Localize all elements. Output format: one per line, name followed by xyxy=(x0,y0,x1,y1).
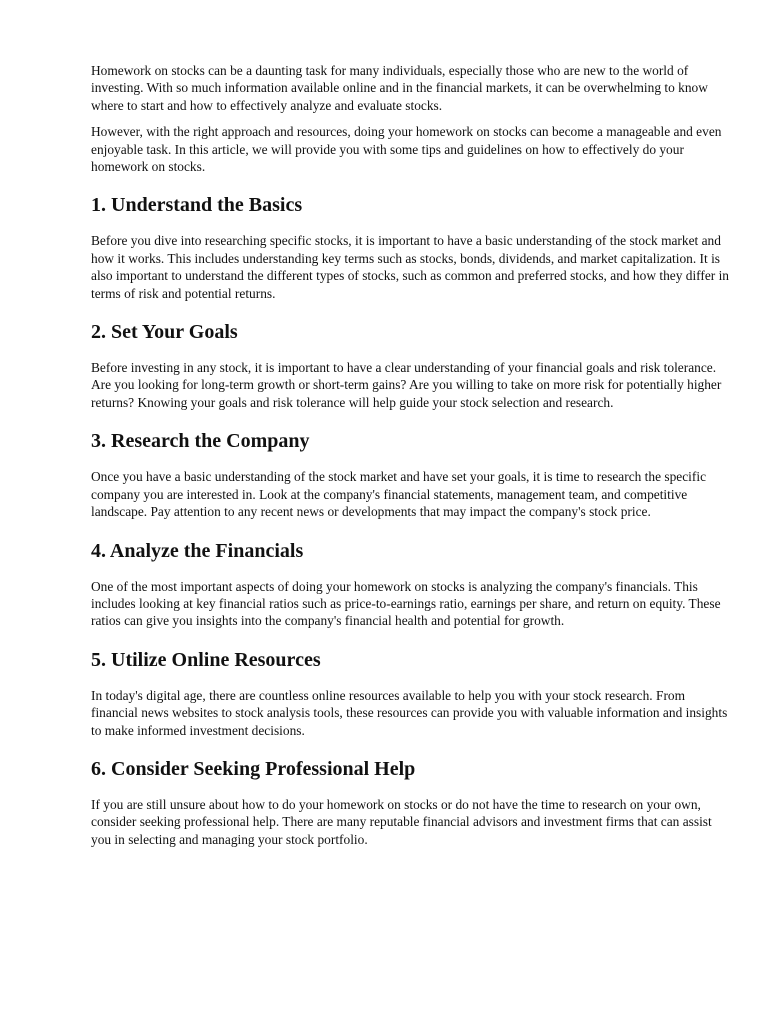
section-heading-basics: 1. Understand the Basics xyxy=(91,194,303,217)
document-page xyxy=(91,62,731,857)
section-body-financials: One of the most important aspects of doing your homework on stocks is analyzing the company's financials. This includes looking at key financial ratios such as price-to-earnings ratio, earnings per share, and return on equity. These ratios can give you insights into the company's financial health and potential for growth. xyxy=(91,578,721,629)
section-heading-goals: 2. Set Your Goals xyxy=(91,321,238,344)
section-body-goals: Before investing in any stock, it is important to have a clear understanding of your financial goals and risk tolerance. Are you looking for long-term growth or short-term gains? Are you willing to take on more risk for potentially higher returns? Knowing your goals and risk tolerance will help guide your stock selection and research. xyxy=(91,360,722,410)
section-body-basics: Before you dive into researching specific stocks, it is important to have a basic understanding of the stock market and how it works. This includes understanding key terms such as stocks, bonds, dividends, and market capitalization. It is also important to understand the different types of stocks, such as common and preferred stocks, and how they differ in terms of risk and potential returns. xyxy=(91,233,730,301)
section-body-professional-help: If you are still unsure about how to do your homework on stocks or do not have the time to research on your own, consider seeking professional help. There are many reputable financial advisors and investment firms that can assist you in selecting and managing your stock portfolio. xyxy=(91,796,712,847)
intro-paragraph-2: However, with the right approach and resources, doing your homework on stocks can become a manageable and even enjoyable task. In this article, we will provide you with some tips and guidelines on how to effectively do your homework on stocks. xyxy=(91,124,722,175)
section-heading-financials: 4. Analyze the Financials xyxy=(91,539,304,562)
section-heading-professional-help: 6. Consider Seeking Professional Help xyxy=(91,757,416,780)
section-heading-online-resources: 5. Utilize Online Resources xyxy=(91,648,321,671)
section-body-online-resources: In today's digital age, there are countless online resources available to help you with your stock research. From financial news websites to stock analysis tools, these resources can provide you with valuable information and insights to make informed investment decisions. xyxy=(91,687,728,738)
section-body-research: Once you have a basic understanding of the stock market and have set your goals, it is time to research the specific company you are interested in. Look at the company's financial statements, management team, and competitive landscape. Pay attention to any recent news or developments that may impact the company's stock price. xyxy=(91,469,707,520)
intro-paragraph-1: Homework on stocks can be a daunting task for many individuals, especially those who are new to the world of investing. With so much information available online and in the financial markets, it can be overwhelming to know where to start and how to effectively analyze and evaluate stocks. xyxy=(91,63,708,113)
section-heading-research: 3. Research the Company xyxy=(91,430,310,453)
